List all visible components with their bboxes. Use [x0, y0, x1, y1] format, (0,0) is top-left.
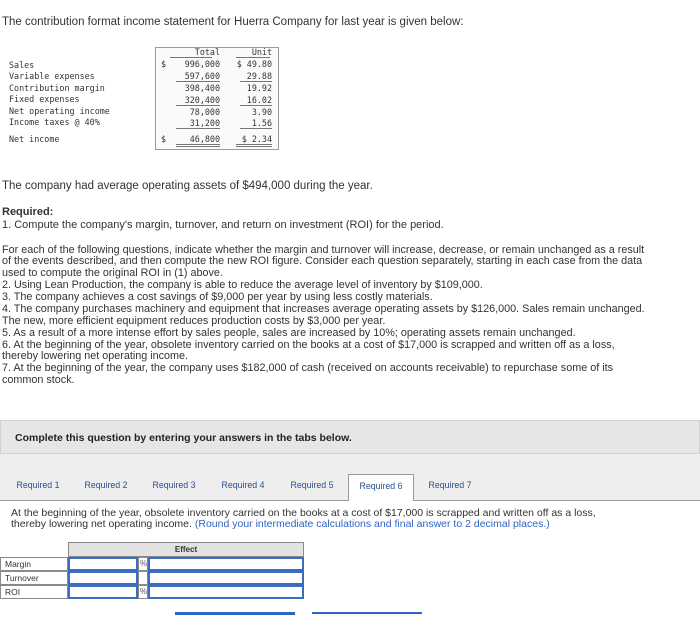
tab-required-3[interactable]: Required 3	[152, 480, 196, 490]
tab-required-2[interactable]: Required 2	[84, 480, 128, 490]
next-nav-bar[interactable]	[312, 612, 422, 614]
question-line: The new, more efficient equipment reduces production costs by $3,000 per year.	[2, 315, 386, 327]
income-statement: Total Unit Sales $ 996,000 $ 49.80 Variable expenses 597,600 29.88 Contribution margin 398,400 19.92 Fixed expenses 320,400 16.02 Net operating income 78,000 3.90 Income taxes @ 40% 31,200 1.56 Net income $ 46,800 $ 2.34	[0, 47, 278, 148]
turnover-effect-select[interactable]	[68, 571, 138, 585]
turnover-value-input[interactable]	[148, 571, 304, 585]
required-heading: Required:	[2, 206, 54, 218]
tab-required-7[interactable]: Required 7	[428, 480, 472, 490]
row-label-roi: ROI	[0, 585, 68, 599]
question-line: thereby lowering net operating income.	[2, 350, 189, 362]
tab-instruction	[11, 508, 611, 530]
col-header-unit: Unit	[251, 47, 272, 57]
question-line: used to compute the original ROI in (1) above.	[2, 267, 223, 279]
instruction-note: (Round your intermediate calculations and final answer to 2 decimal places.)	[194, 518, 550, 530]
tab-required-1[interactable]: Required 1	[16, 480, 60, 490]
question-line: of the events described, and then compute the new ROI figure. Consider each question separately, starting in each case from the data	[2, 255, 643, 267]
tab-required-6[interactable]: Required 6	[348, 474, 414, 501]
prev-nav-bar[interactable]	[175, 612, 295, 615]
roi-pct-cell: %	[138, 585, 148, 599]
tab-required-5[interactable]: Required 5	[290, 480, 334, 490]
roi-value-input[interactable]	[148, 585, 304, 599]
margin-value-input[interactable]	[148, 557, 304, 571]
intro-text: The contribution format income statement for Huerra Company for last year is given below:	[2, 16, 464, 28]
question-line: 4. The company purchases machinery and equipment that increases average operating assets by $126,000. Sales remain unchanged.	[2, 303, 645, 315]
row-label-turnover: Turnover	[0, 571, 68, 585]
required-1-text: 1. Compute the company's margin, turnover, and return on investment (ROI) for the period.	[2, 219, 444, 231]
question-line: 6. At the beginning of the year, obsolete inventory carried on the books at a cost of $17,000 is scrapped and written off as a loss,	[2, 339, 615, 351]
col-header-total: Total	[194, 47, 220, 57]
tab-divider-left	[0, 500, 348, 501]
question-line: 3. The company achieves a cost savings of $9,000 per year by using less costly materials.	[2, 291, 433, 303]
margin-effect-select[interactable]	[68, 557, 138, 571]
header-underline-unit	[236, 57, 270, 58]
instruction-main: At the beginning of the year, obsolete inventory carried on the books at a cost of $17,000 is scrapped and written off as a loss, thereby lowering net operating income.	[11, 507, 596, 530]
question-line: common stock.	[2, 374, 75, 386]
tab-divider-right	[414, 500, 700, 501]
header-underline-total	[170, 57, 212, 58]
tab-required-4[interactable]: Required 4	[221, 480, 265, 490]
question-line: 2. Using Lean Production, the company is able to reduce the average level of inventory by $109,000.	[2, 279, 483, 291]
row-label-margin: Margin	[0, 557, 68, 571]
question-line: 7. At the beginning of the year, the company uses $182,000 of cash (received on accounts receivable) to repurchase some of its	[2, 362, 613, 374]
margin-pct-cell: %	[138, 557, 148, 571]
question-line: For each of the following questions, indicate whether the margin and turnover will increase, decrease, or remain unchanged as a result	[2, 244, 645, 256]
panel-instruction: Complete this question by entering your answers in the tabs below.	[15, 432, 352, 444]
turnover-spacer-cell	[138, 571, 148, 585]
grid-header-effect: Effect	[68, 542, 304, 557]
question-line: 5. As a result of a more intense effort by sales people, sales are increased by 10%; operating assets remain unchanged.	[2, 327, 576, 339]
roi-effect-select[interactable]	[68, 585, 138, 599]
average-assets-text: The company had average operating assets of $494,000 during the year.	[2, 180, 373, 192]
